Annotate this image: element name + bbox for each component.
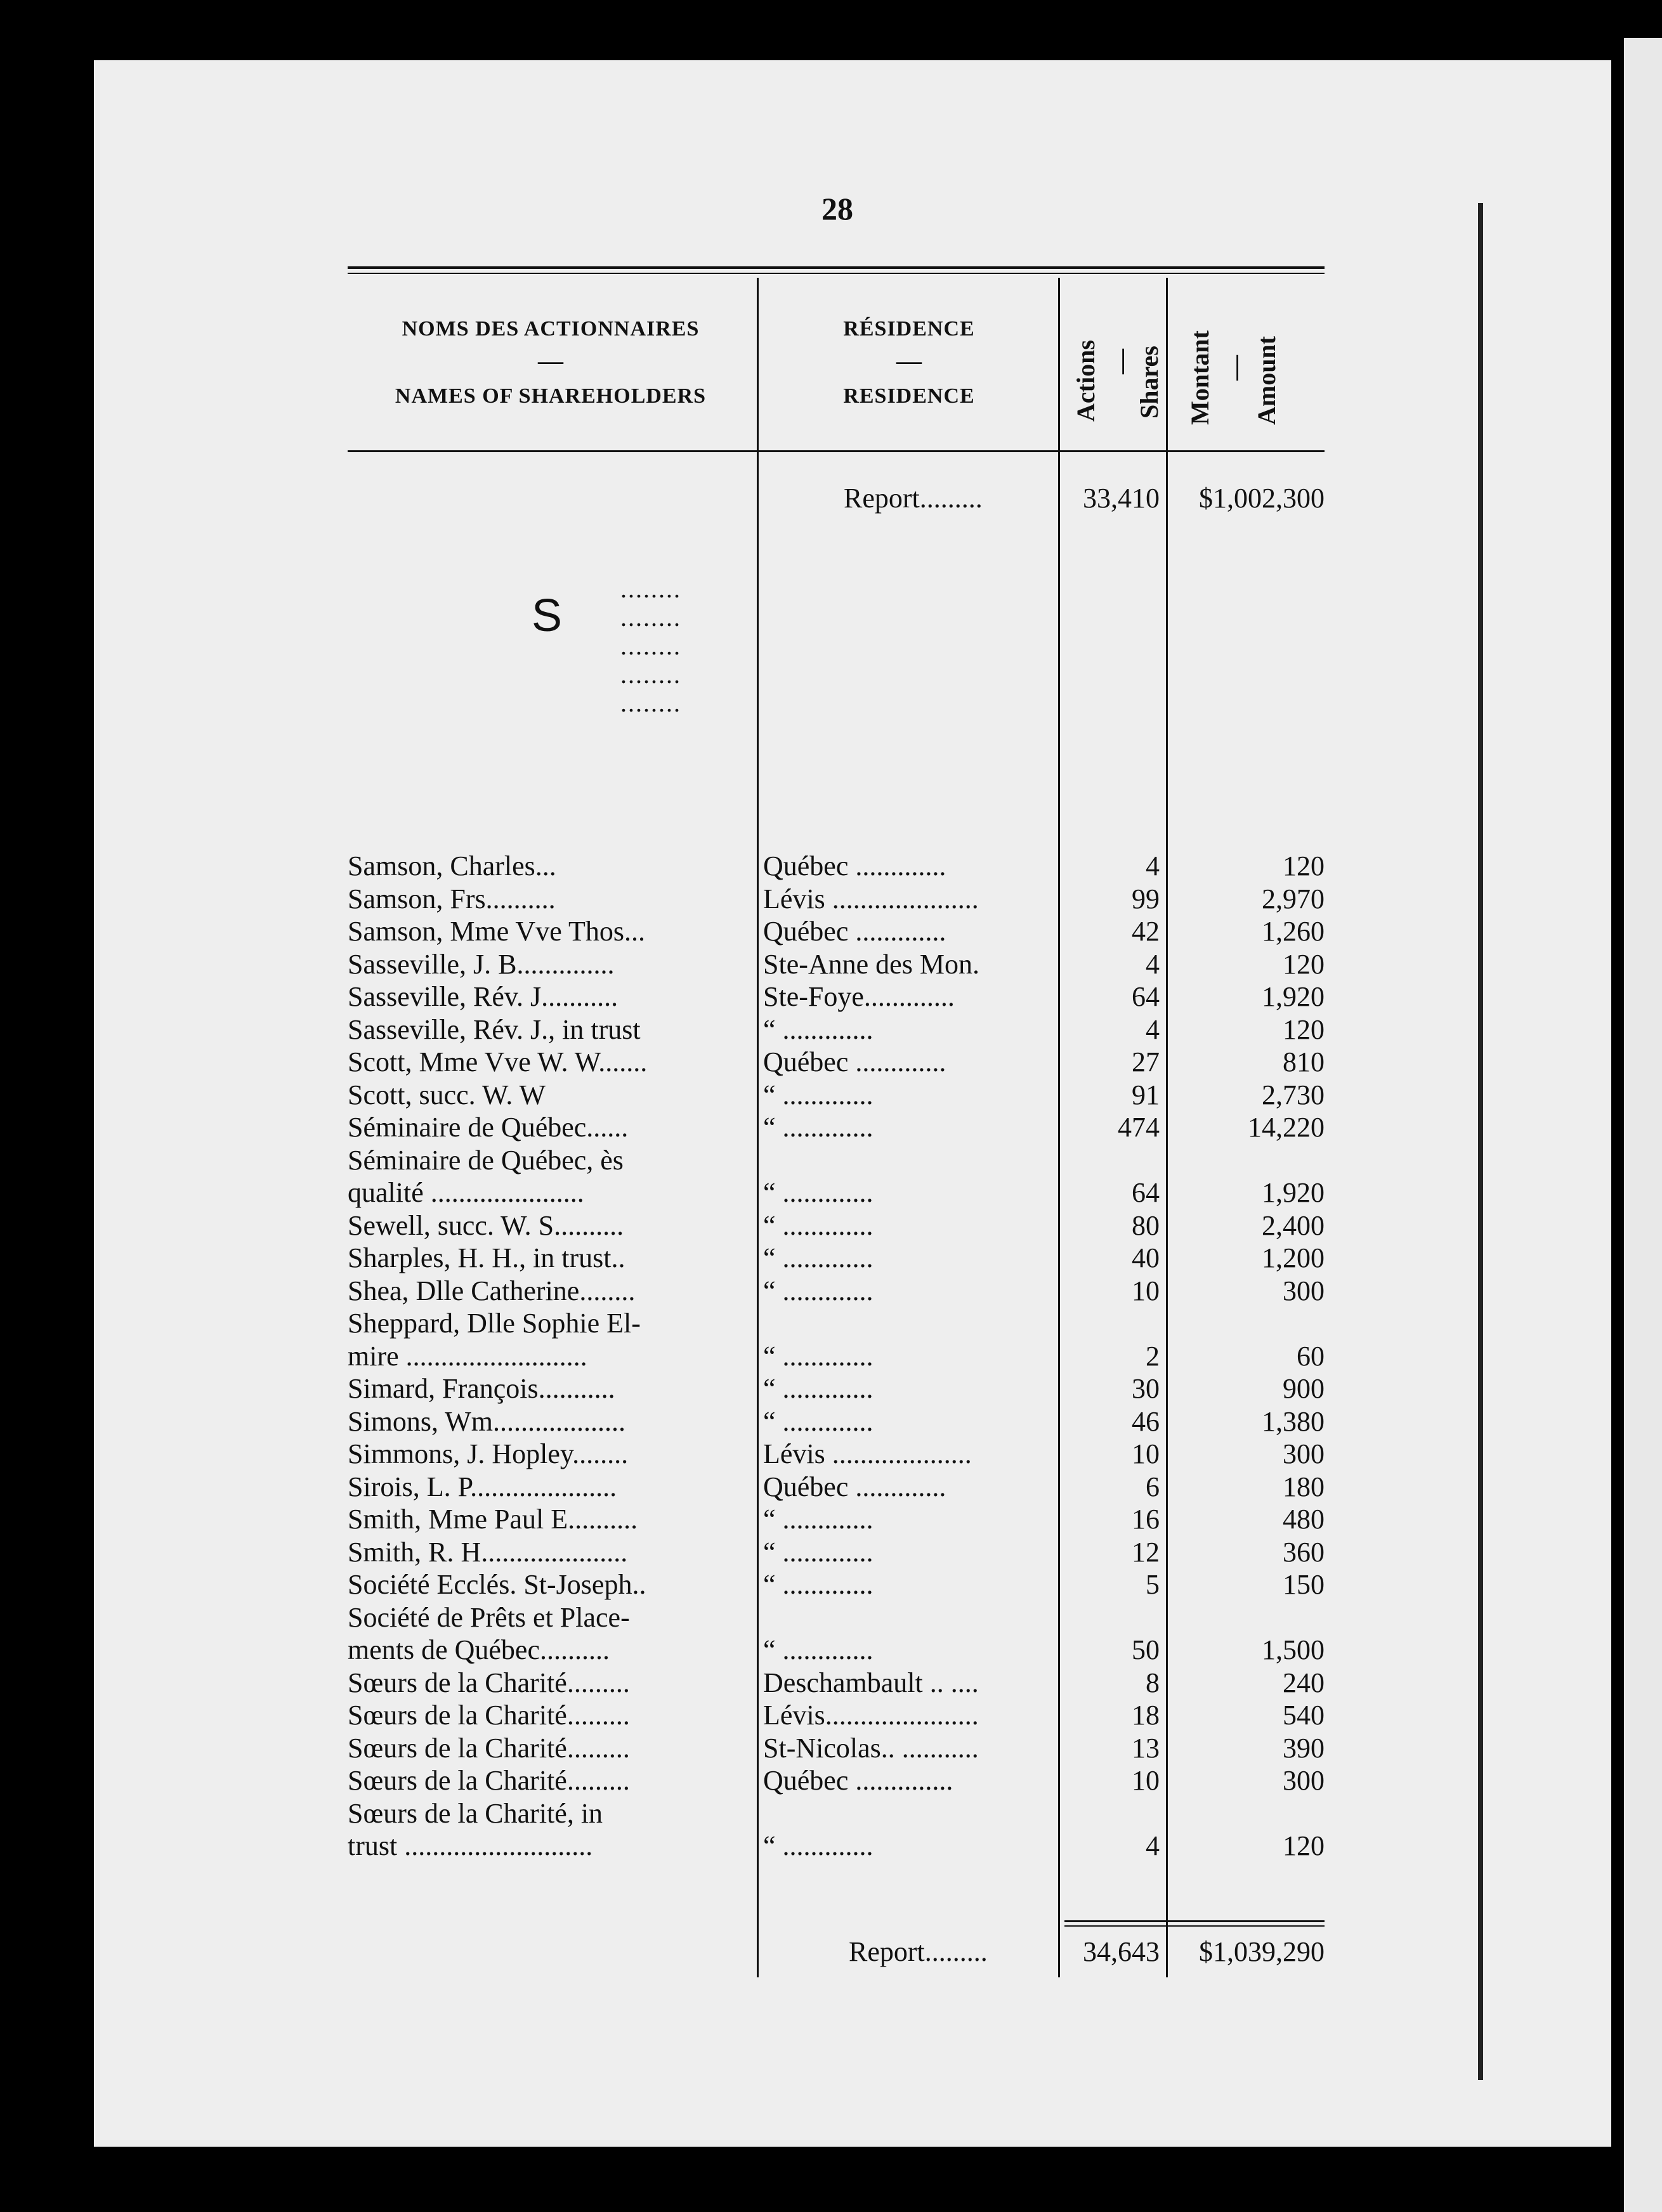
- header-dash: —: [1106, 349, 1135, 374]
- table-row: [348, 1471, 1325, 1504]
- shareholder-name: Sasseville, Rév. J., in trust: [348, 1013, 641, 1045]
- shares-value: 64: [1132, 981, 1160, 1012]
- header-shares-en: Shares: [1135, 346, 1163, 419]
- shares-value: 6: [1146, 1471, 1160, 1502]
- shareholder-name: ments de Québec..........: [348, 1634, 610, 1665]
- table-row: [348, 1013, 1325, 1046]
- shares-value: 4: [1146, 948, 1160, 980]
- residence: “ .............: [763, 1177, 874, 1208]
- table-row: [348, 1536, 1325, 1569]
- table-row: [348, 1568, 1325, 1601]
- residence: Québec .............: [763, 916, 946, 947]
- header-shares-fr: Actions: [1071, 340, 1100, 422]
- shares-value: 10: [1132, 1438, 1160, 1469]
- table-row: [348, 1079, 1325, 1112]
- residence: Québec .............: [763, 1046, 946, 1077]
- residence: “ .............: [763, 1112, 874, 1143]
- residence: Ste-Anne des Mon.: [763, 948, 979, 980]
- shares-value: 5: [1146, 1569, 1160, 1600]
- amount-value: 1,920: [1262, 981, 1325, 1012]
- header-dash: —: [1220, 355, 1249, 381]
- report-amount: $1,039,290: [1199, 1936, 1325, 1967]
- amount-value: 2,730: [1262, 1079, 1325, 1110]
- page-number: 28: [821, 191, 853, 226]
- shareholder-name: Shea, Dlle Catherine........: [348, 1275, 636, 1306]
- residence: “ .............: [763, 1405, 874, 1437]
- report-total-row: [348, 1935, 1325, 1968]
- shares-value: 18: [1132, 1700, 1160, 1731]
- header-name-fr: NOMS DES ACTIONNAIRES: [402, 317, 700, 341]
- shareholder-name: trust ...........................: [348, 1830, 593, 1861]
- shareholder-name: Samson, Charles...: [348, 850, 556, 882]
- shareholder-name: Sewell, succ. W. S..........: [348, 1209, 624, 1241]
- total-rule-thin: [1064, 1925, 1325, 1927]
- residence: “ .............: [763, 1079, 874, 1110]
- residence: “ .............: [763, 1209, 874, 1241]
- shares-value: 91: [1132, 1079, 1160, 1110]
- report-carried-forward-row: [348, 482, 1325, 515]
- residence: Québec ..............: [763, 1765, 953, 1796]
- table-row: [348, 1176, 1325, 1209]
- residence: “ .............: [763, 1634, 874, 1665]
- dot-leader: ........: [620, 689, 681, 717]
- shareholder-name: Sasseville, Rév. J...........: [348, 981, 618, 1012]
- total-rule: [1064, 1920, 1325, 1922]
- residence: “ .............: [763, 1504, 874, 1535]
- residence: “ .............: [763, 1242, 874, 1273]
- dot-leader: ........: [620, 575, 681, 603]
- shares-value: 27: [1132, 1046, 1160, 1077]
- shareholder-name: Simmons, J. Hopley........: [348, 1438, 629, 1469]
- amount-value: 60: [1297, 1340, 1325, 1372]
- amount-value: 390: [1283, 1732, 1325, 1764]
- table-row: [348, 1372, 1325, 1405]
- shareholder-name: Sasseville, J. B..............: [348, 948, 615, 980]
- amount-value: 480: [1283, 1504, 1325, 1535]
- shares-value: 16: [1132, 1504, 1160, 1535]
- residence: “ .............: [763, 1013, 874, 1045]
- table-row: [348, 1340, 1325, 1373]
- shareholder-name: Sœurs de la Charité.........: [348, 1732, 630, 1764]
- shares-value: 99: [1132, 883, 1160, 914]
- table-row: [348, 948, 1325, 981]
- shareholder-name: Société Ecclés. St-Joseph..: [348, 1569, 646, 1600]
- header-name-en: NAMES OF SHAREHOLDERS: [395, 384, 707, 408]
- shareholder-name: qualité ......................: [348, 1177, 584, 1208]
- amount-value: 540: [1283, 1700, 1325, 1731]
- amount-value: 14,220: [1248, 1112, 1325, 1143]
- table-row: [348, 1601, 1325, 1634]
- shares-value: 4: [1146, 1830, 1160, 1861]
- shareholder-name: Sœurs de la Charité.........: [348, 1765, 630, 1796]
- shares-value: 4: [1146, 1013, 1160, 1045]
- table-row: [348, 980, 1325, 1013]
- shares-value: 474: [1118, 1112, 1160, 1143]
- shareholder-name: Smith, Mme Paul E..........: [348, 1504, 638, 1535]
- amount-value: 1,200: [1262, 1242, 1325, 1273]
- table-row: [348, 1699, 1325, 1732]
- header-dash: —: [538, 346, 563, 375]
- report-shares: 33,410: [1083, 483, 1160, 514]
- table-row: [348, 1046, 1325, 1079]
- table-row: [348, 1307, 1325, 1340]
- shareholder-name: Scott, Mme Vve W. W.......: [348, 1046, 648, 1077]
- amount-value: 900: [1283, 1373, 1325, 1404]
- table-row: [348, 1797, 1325, 1830]
- binding-thread: [1478, 203, 1483, 2080]
- report-label: Report.........: [849, 1936, 988, 1967]
- residence: “ .............: [763, 1373, 874, 1404]
- amount-value: 150: [1283, 1569, 1325, 1600]
- top-rule: [348, 266, 1325, 269]
- amount-value: 120: [1283, 850, 1325, 882]
- residence: Québec .............: [763, 1471, 946, 1502]
- table-row: [348, 915, 1325, 948]
- residence: Lévis .....................: [763, 883, 979, 914]
- dot-leader: ........: [620, 632, 681, 660]
- shareholder-name: Scott, succ. W. W: [348, 1079, 546, 1110]
- amount-value: 300: [1283, 1438, 1325, 1469]
- amount-value: 300: [1283, 1765, 1325, 1796]
- shares-value: 30: [1132, 1373, 1160, 1404]
- section-letter: S: [532, 590, 563, 641]
- shareholder-name: Sharples, H. H., in trust..: [348, 1242, 625, 1273]
- report-label: Report.........: [844, 483, 983, 514]
- residence: “ .............: [763, 1536, 874, 1568]
- shareholder-name: Samson, Frs..........: [348, 883, 556, 914]
- amount-value: 2,400: [1262, 1209, 1325, 1241]
- shares-value: 50: [1132, 1634, 1160, 1665]
- header-residence-fr: RÉSIDENCE: [843, 317, 975, 341]
- table-row: [348, 1503, 1325, 1536]
- shares-value: 42: [1132, 916, 1160, 947]
- shares-value: 40: [1132, 1242, 1160, 1273]
- shares-value: 8: [1146, 1667, 1160, 1698]
- top-rule-thin: [348, 273, 1325, 274]
- table-row: [348, 883, 1325, 916]
- amount-value: 2,970: [1262, 883, 1325, 914]
- header-amount-en: Amount: [1252, 335, 1281, 425]
- shareholder-name: Smith, R. H.....................: [348, 1536, 628, 1568]
- shares-value: 12: [1132, 1536, 1160, 1568]
- shares-value: 10: [1132, 1275, 1160, 1306]
- shareholder-name: Simard, François...........: [348, 1373, 615, 1404]
- table-row: [348, 1209, 1325, 1242]
- table-row: [348, 1275, 1325, 1308]
- residence: “ .............: [763, 1275, 874, 1306]
- table-row: [348, 1764, 1325, 1797]
- amount-value: 1,380: [1262, 1405, 1325, 1437]
- amount-value: 240: [1283, 1667, 1325, 1698]
- amount-value: 120: [1283, 1830, 1325, 1861]
- shares-value: 46: [1132, 1405, 1160, 1437]
- residence: St-Nicolas.. ...........: [763, 1732, 979, 1764]
- residence: Québec .............: [763, 850, 946, 882]
- shares-value: 10: [1132, 1765, 1160, 1796]
- shares-value: 64: [1132, 1177, 1160, 1208]
- shareholder-name: mire ..........................: [348, 1340, 587, 1372]
- table-row: [348, 1732, 1325, 1765]
- residence: “ .............: [763, 1340, 874, 1372]
- header-rule: [348, 450, 1325, 452]
- table-row: [348, 1242, 1325, 1275]
- shareholder-name: Sirois, L. P.....................: [348, 1471, 617, 1502]
- residence: Lévis......................: [763, 1700, 979, 1731]
- shares-value: 4: [1146, 850, 1160, 882]
- amount-value: 120: [1283, 948, 1325, 980]
- table-row: [348, 850, 1325, 883]
- amount-value: 1,500: [1262, 1634, 1325, 1665]
- shareholder-name: Sœurs de la Charité, in: [348, 1797, 603, 1829]
- shareholder-name: Sœurs de la Charité.........: [348, 1667, 630, 1698]
- table-row: [348, 1111, 1325, 1144]
- shareholder-name: Séminaire de Québec, ès: [348, 1144, 624, 1176]
- report-amount: $1,002,300: [1199, 483, 1325, 514]
- amount-value: 810: [1283, 1046, 1325, 1077]
- amount-value: 180: [1283, 1471, 1325, 1502]
- report-shares: 34,643: [1083, 1936, 1160, 1967]
- amount-value: 1,260: [1262, 916, 1325, 947]
- table-row: [348, 1634, 1325, 1667]
- residence: “ .............: [763, 1569, 874, 1600]
- residence: Lévis ....................: [763, 1438, 972, 1469]
- shareholder-name: Samson, Mme Vve Thos...: [348, 916, 645, 947]
- residence: “ .............: [763, 1830, 874, 1861]
- residence: Deschambault .. ....: [763, 1667, 979, 1698]
- shareholder-name: Sœurs de la Charité.........: [348, 1700, 630, 1731]
- shares-value: 2: [1146, 1340, 1160, 1372]
- header-amount-fr: Montant: [1186, 330, 1214, 425]
- header-dash: —: [896, 346, 922, 375]
- shareholder-name: Séminaire de Québec......: [348, 1112, 629, 1143]
- shareholder-name: Société de Prêts et Place-: [348, 1601, 630, 1633]
- dot-leader: ........: [620, 660, 681, 689]
- table-row: [348, 1405, 1325, 1438]
- shareholder-name: Simons, Wm...................: [348, 1405, 626, 1437]
- table-row: [348, 1667, 1325, 1700]
- adjacent-page-edge: [1624, 38, 1662, 2212]
- shares-value: 13: [1132, 1732, 1160, 1764]
- amount-value: 300: [1283, 1275, 1325, 1306]
- amount-value: 1,920: [1262, 1177, 1325, 1208]
- table-row: [348, 1830, 1325, 1863]
- shareholder-name: Sheppard, Dlle Sophie El-: [348, 1308, 641, 1339]
- header-residence-en: RESIDENCE: [843, 384, 975, 408]
- table-row: [348, 1438, 1325, 1471]
- shares-value: 80: [1132, 1209, 1160, 1241]
- shareholder-table: [348, 266, 1325, 1979]
- table-row: [348, 1144, 1325, 1177]
- residence: Ste-Foye.............: [763, 981, 955, 1012]
- amount-value: 360: [1283, 1536, 1325, 1568]
- dot-leader: ........: [620, 603, 681, 632]
- amount-value: 120: [1283, 1013, 1325, 1045]
